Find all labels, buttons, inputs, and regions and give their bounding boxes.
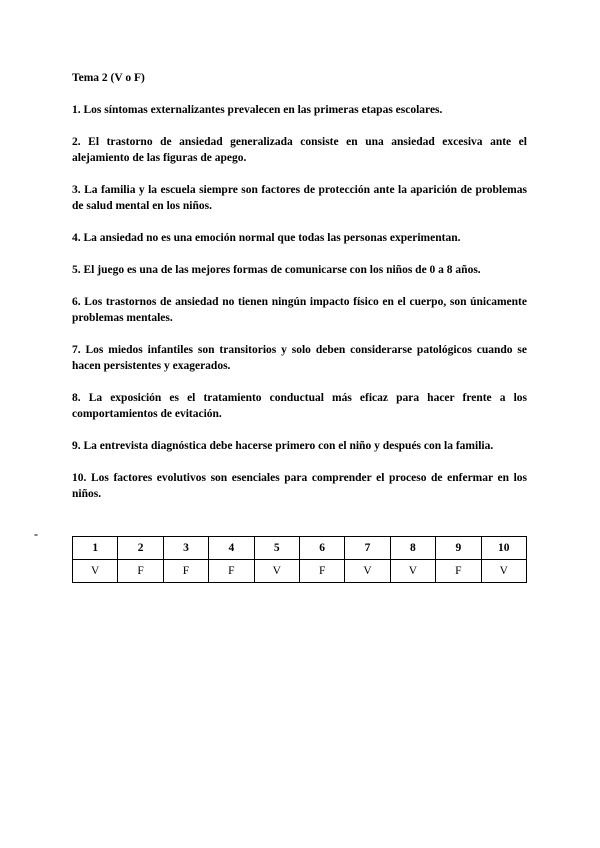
question-number-cell: 9 [436, 537, 481, 560]
question-10: 10. Los factores evolutivos son esenciales para comprender el proceso de enfermar en los niños. [72, 472, 527, 500]
document-title: Tema 2 (V o F) [72, 72, 145, 84]
question-5: 5. El juego es una de las mejores formas de comunicarse con los niños de 0 a 8 años. [72, 264, 481, 276]
answer-cell: F [118, 560, 163, 583]
question-number-cell: 8 [390, 537, 435, 560]
question-number-cell: 1 [73, 537, 118, 560]
answer-cell: F [436, 560, 481, 583]
answer-table-header-row [73, 537, 527, 560]
answer-cell: V [73, 560, 118, 583]
answer-cell: F [163, 560, 208, 583]
question-number-cell: 3 [163, 537, 208, 560]
question-6: 6. Los trastornos de ansiedad no tienen ningún impacto físico en el cuerpo, son únicamente problemas mentales. [72, 296, 527, 324]
question-1: 1. Los síntomas externalizantes prevalecen en las primeras etapas escolares. [72, 104, 443, 116]
question-3: 3. La familia y la escuela siempre son factores de protección ante la aparición de problemas de salud mental en los niños. [72, 184, 527, 212]
question-number-cell: 7 [345, 537, 390, 560]
question-7: 7. Los miedos infantiles son transitorios y solo deben considerarse patológicos cuando se hacen persistentes y exagerados. [72, 344, 527, 372]
answer-cell: F [209, 560, 254, 583]
answer-cell: V [481, 560, 526, 583]
answer-cell: V [254, 560, 299, 583]
answer-table [72, 536, 527, 583]
answer-table-answer-row [73, 560, 527, 583]
answer-cell: F [299, 560, 344, 583]
question-number-cell: 2 [118, 537, 163, 560]
question-8: 8. La exposición es el tratamiento conductual más eficaz para hacer frente a los comportamientos de evitación. [72, 392, 527, 420]
question-number-cell: 10 [481, 537, 526, 560]
question-9: 9. La entrevista diagnóstica debe hacerse primero con el niño y después con la familia. [72, 440, 494, 452]
answer-cell: V [345, 560, 390, 583]
question-4: 4. La ansiedad no es una emoción normal que todas las personas experimentan. [72, 232, 461, 244]
document-body [72, 70, 527, 518]
question-2: 2. El trastorno de ansiedad generalizada consiste en una ansiedad excesiva ante el alejamiento de las figuras de apego. [72, 136, 527, 164]
question-number-cell: 6 [299, 537, 344, 560]
answer-cell: V [390, 560, 435, 583]
question-number-cell: 4 [209, 537, 254, 560]
question-number-cell: 5 [254, 537, 299, 560]
stray-mark: - [34, 527, 38, 541]
